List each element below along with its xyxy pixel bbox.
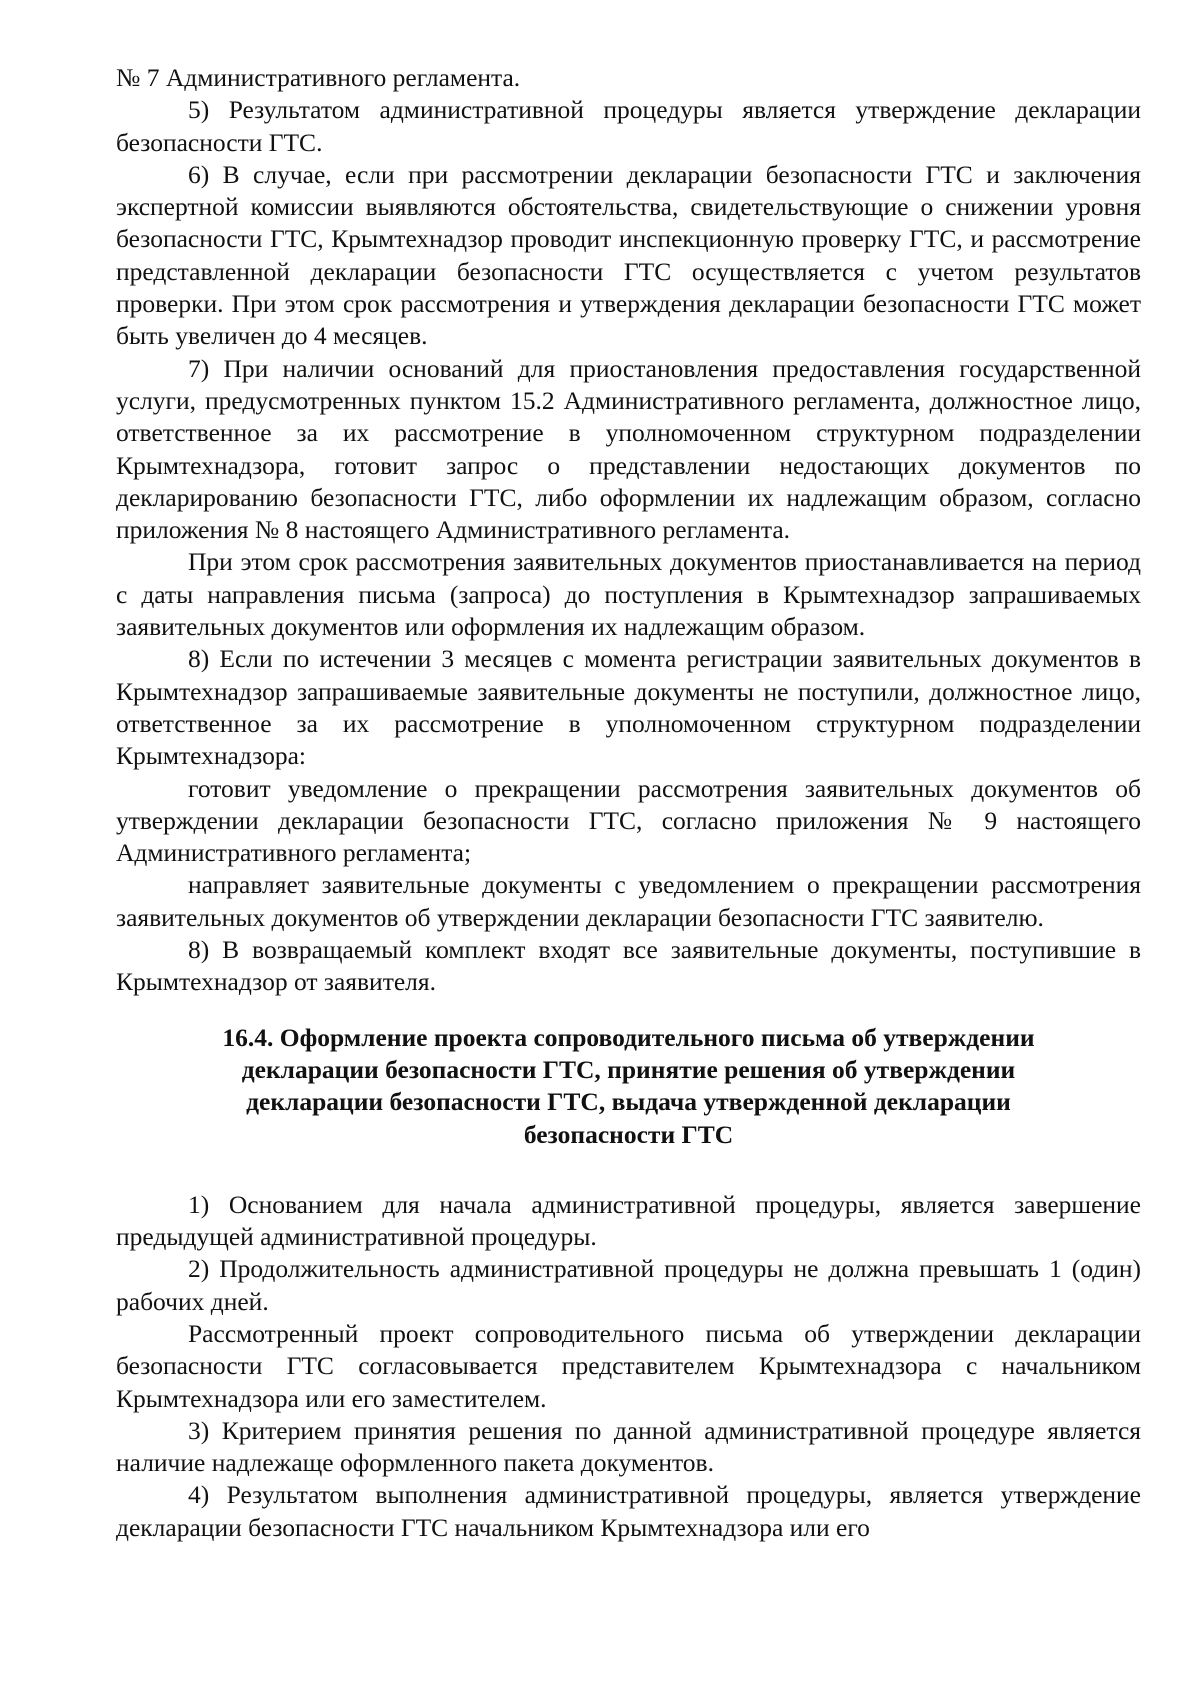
document-page	[116, 62, 1141, 1544]
paragraph: 2) Продолжительность административной процедуры не должна превышать 1 (один) рабочих дней.	[116, 1254, 1141, 1316]
paragraph: направляет заявительные документы с уведомлением о прекращении рассмотрения заявительных документов об утверждении декларации безопасности ГТС заявителю.	[116, 870, 1141, 932]
paragraph: 4) Результатом выполнения административной процедуры, является утверждение декларации безопасности ГТС начальником Крымтехнадзора или его	[116, 1480, 1141, 1542]
paragraph: 8) Если по истечении 3 месяцев с момента регистрации заявительных документов в Крымтехнадзор запрашиваемые заявительные документы не поступили, должностное лицо, ответственное за их рассмотрение в уполномоченном структурном подразделении Крымтехнадзора:	[116, 644, 1141, 771]
paragraph: 1) Основанием для начала административной процедуры, является завершение предыдущей административной процедуры.	[116, 1189, 1141, 1252]
paragraph: № 7 Административного регламента.	[116, 63, 521, 92]
paragraph: 8) В возвращаемый комплект входят все заявительные документы, поступившие в Крымтехнадзор от заявителя.	[116, 935, 1141, 997]
heading-line: 16.4. Оформление проекта сопроводительного письма об утверждении	[222, 1022, 1035, 1052]
paragraph: 5) Результатом административной процедуры является утверждение декларации безопасности ГТС.	[116, 95, 1141, 157]
paragraph: готовит уведомление о прекращении рассмотрения заявительных документов об утверждении декларации безопасности ГТС, согласно приложения № 9 настоящего Административного регламента;	[116, 773, 1141, 868]
paragraph: Рассмотренный проект сопроводительного письма об утверждении декларации безопасности ГТС согласовывается представителем Крымтехнадзора с начальником Крымтехнадзора или его заместителем.	[116, 1318, 1141, 1413]
paragraph: При этом срок рассмотрения заявительных документов приостанавливается на период с даты направления письма (запроса) до поступления в Крымтехнадзор запрашиваемых заявительных документов или оформления их надлежащим образом.	[116, 547, 1141, 642]
section-heading	[116, 1022, 1141, 1151]
paragraph: 6) В случае, если при рассмотрении декларации безопасности ГТС и заключения экспертной комиссии выявляются обстоятельства, свидетельствующие о снижении уровня безопасности ГТС, Крымтехнадзор проводит инспекционную проверку ГТС, и рассмотрение представленной декларации безопасности ГТС осуществляется с учетом результатов проверки. При этом срок рассмотрения и утверждения декларации безопасности ГТС может быть увеличен до 4 месяцев.	[116, 159, 1141, 351]
heading-line: безопасности ГТС	[523, 1119, 734, 1149]
paragraph: 3) Критерием принятия решения по данной административной процедуре является наличие надлежаще оформленного пакета документов.	[116, 1415, 1141, 1478]
paragraph: 7) При наличии оснований для приостановления предоставления государственной услуги, предусмотренных пунктом 15.2 Административного регламента, должностное лицо, ответственное за их рассмотрение в уполномоченном структурном подразделении Крымтехнадзора, готовит запрос о представлении недостающих документов по декларированию безопасности ГТС, либо оформлении их надлежащим образом, согласно приложения № 8 настоящего Административного регламента.	[116, 353, 1141, 545]
heading-line: декларации безопасности ГТС, выдача утвержденной декларации	[246, 1087, 1011, 1117]
heading-line: декларации безопасности ГТС, принятие решения об утверждении	[241, 1054, 1016, 1084]
